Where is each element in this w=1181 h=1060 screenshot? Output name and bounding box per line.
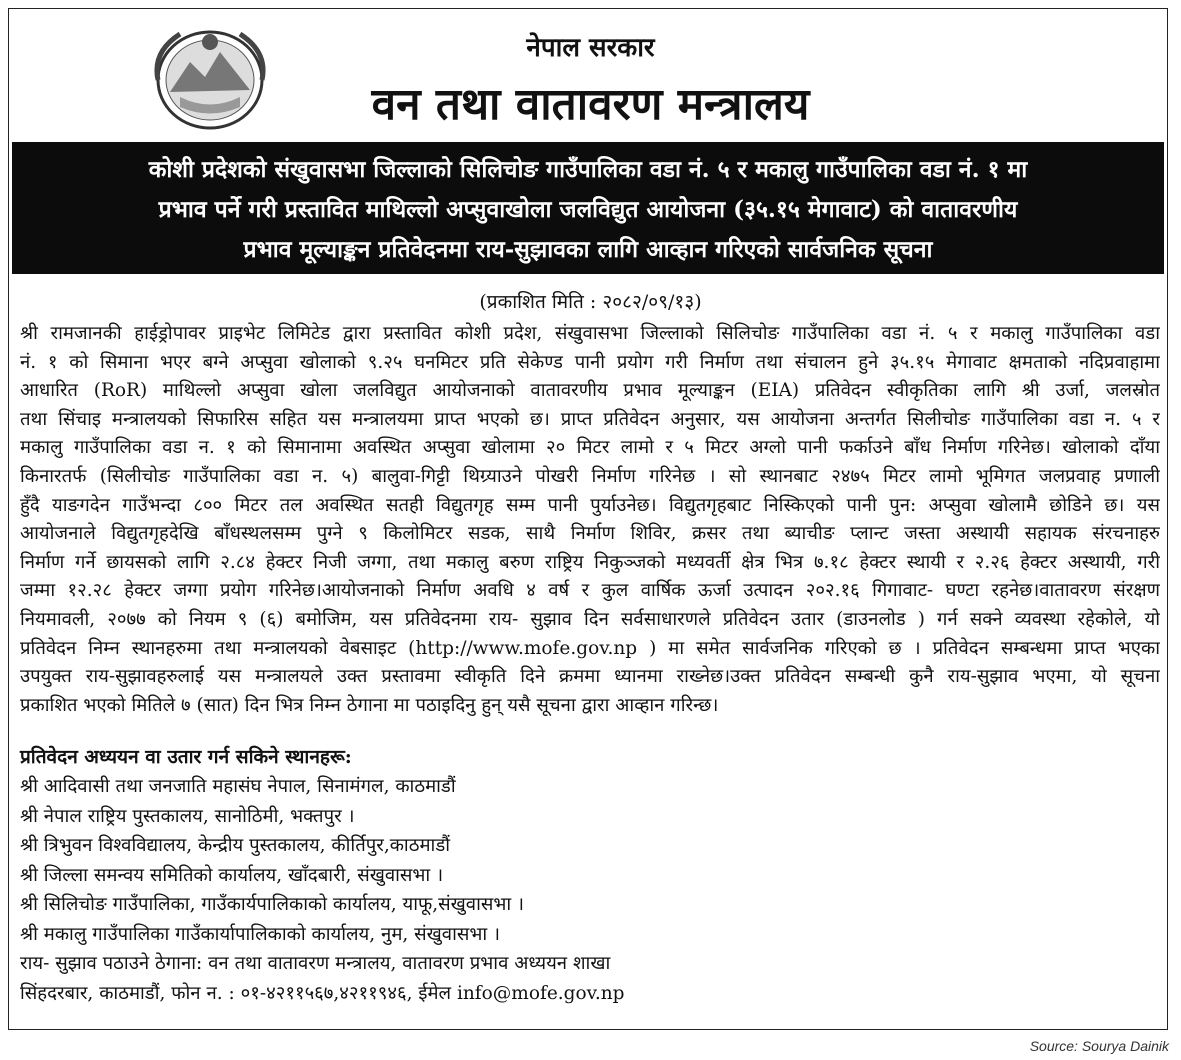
- report-locations: [20, 742, 920, 1008]
- body-line: हुँदै याङगदेन गाउँभन्दा ८०० मिटर तल अवस्थित सतही विद्युतगृह सम्म पानी पुर्याउनेछ। विद्युतगृहबाट निस्किएको पानी पुन: अप्सुवा खोलामै छोडिने छ। यस: [20, 494, 1160, 516]
- notice-title-line: प्रभाव मूल्याङ्कन प्रतिवेदनमा राय-सुझावका लागि आव्हान गरिएको सार्वजनिक सूचना: [243, 236, 933, 263]
- body-line: तथा सिंचाइ मन्त्रालयको सिफारिस सहित यस मन्त्रालयमा प्राप्त भएको छ। प्राप्त प्रतिवेदन अनुसार, यस आयोजना अन्तर्गत सिलीचोङ गाउँपालिका वडा न. ५ र: [20, 408, 1160, 430]
- body-line: मकालु गाउँपालिका वडा न. १ को सिमानामा अवस्थित अप्सुवा खोलामा २० मिटर लामो र ५ मिटर अग्लो पानी फर्काउने बाँध निर्माण गरिनेछ। खोलाको दाँया: [20, 437, 1160, 459]
- body-line: आधारित (RoR) माथिल्लो अप्सुवा खोला जलविद्युत आयोजनाको वातावरणीय प्रभाव मूल्याङ्कन (EIA) प्रतिवेदन स्वीकृतिका लागि श्री उर्जा, जलस्रोत: [20, 380, 1160, 402]
- body-line: निर्माण गर्ने छायसको लागि २.८४ हेक्टर निजी जग्गा, तथा मकालु बरुण राष्ट्रिय निकुञ्जको मध्यवर्ती क्षेत्र भित्र ७.१८ हेक्टर स्थायी र २.२६ हेक्टर अस्थायी, गरी: [20, 551, 1160, 573]
- body-line: प्रतिवेदन निम्न स्थानहरुमा तथा मन्त्रालयको वेबसाइट (http://www.mofe.gov.np ) मा समेत सार्वजनिक गरिएको छ । प्रतिवेदन सम्बन्धमा प्राप्त भएका: [20, 637, 1160, 659]
- notice-title-line: कोशी प्रदेशको संखुवासभा जिल्लाको सिलिचोङ गाउँपालिका वडा नं. ५ र मकालु गाउँपालिका वडा नं. १ मा: [148, 156, 1028, 183]
- locations-heading: प्रतिवेदन अध्ययन वा उतार गर्न सकिने स्थानहरू:: [20, 746, 352, 768]
- body-line: श्री रामजानकी हाईड्रोपावर प्राइभेट लिमिटेड द्वारा प्रस्तावित कोशी प्रदेश, संखुवासभा जिल्लाको सिलिचोङ गाउँपालिका वडा नं. ५ र मकालु गाउँपालिका वडा: [20, 323, 1160, 344]
- body-line: आयोजनाले विद्युतगृहदेखि बाँधस्थलसम्म पुग्ने ९ किलोमिटर सडक, साथै निर्माण शिविर, क्रसर तथा ब्याचीङ प्लान्ट जस्ता अस्थायी सहायक संरचनाहरु: [20, 523, 1160, 545]
- body-line: किनारतर्फ (सिलीचोङ गाउँपालिका वडा न. ५) बालुवा-गिट्टी थिग्र्याउने पोखरी निर्माण गरिनेछ । सो स्थानबाट २४७५ मिटर लामो भूमिगत जलप्रवाह प्रणाली: [20, 465, 1160, 487]
- notice-title-line: प्रभाव पर्ने गरी प्रस्तावित माथिल्लो अप्सुवाखोला जलविद्युत आयोजना (३५.१५ मेगावाट) को वातावरणीय: [158, 196, 1018, 223]
- government-label: नेपाल सरकार: [526, 33, 655, 63]
- body-line: नं. १ को सिमाना भएर बग्ने अप्सुवा खोलाको ९.२५ घनमिटर प्रति सेकेण्ड पानी प्रयोग गरी निर्माण तथा संचालन हुने ३५.१५ मेगावाट क्षमताको नदिप्रवाहामा: [20, 351, 1160, 373]
- published-date: (प्रकाशित मिति : २०८२/०९/१३): [479, 291, 702, 313]
- location-item: श्री आदिवासी तथा जनजाति महासंघ नेपाल, सिनामंगल, काठमाडौं: [20, 776, 456, 797]
- feedback-address: राय- सुझाव पठाउने ठेगाना: वन तथा वातावरण मन्त्रालय, वातावरण प्रभाव अध्ययन शाखा: [20, 953, 611, 974]
- body-line: प्रकाशित भएको मितिले ७ (सात) दिन भित्र निम्न ठेगाना मा पठाइदिनु हुन् यसै सूचना द्वारा आव्हान गरिन्छ।: [20, 694, 719, 716]
- notice-body: [20, 320, 1160, 720]
- location-item: श्री सिलिचोङ गाउँपालिका, गाउँकार्यपालिकाको कार्यालय, याफू,संखुवासभा ।: [20, 894, 525, 915]
- notice-title-band: [12, 142, 1164, 274]
- body-line: जम्मा १२.२८ हेक्टर जग्गा प्रयोग गरिनेछ।आयोजनाको निर्माण अवधि ४ वर्ष र कुल वार्षिक ऊर्जा उत्पादन २०२.१६ गिगावाट- घण्टा रहनेछ।वातावरण संरक्षण: [20, 580, 1160, 602]
- source-credit: Source: Sourya Dainik: [1029, 1038, 1169, 1054]
- location-item: श्री नेपाल राष्ट्रिय पुस्तकालय, सानोठिमी, भक्तपुर ।: [20, 805, 355, 827]
- contact-info: सिंहदरबार, काठमाडौं, फोन न. : ०१-४२११५६७,४२११९४६, ईमेल info@mofe.gov.np: [20, 982, 625, 1004]
- ministry-title: वन तथा वातावरण मन्त्रालय: [371, 79, 810, 130]
- body-line: नियमावली, २०७७ को नियम ९ (६) बमोजिम, यस प्रतिवेदनमा राय- सुझाव दिन सर्वसाधारणले प्रतिवेदन उतार (डाउनलोड ) गर्न सक्ने व्यवस्था रहेकोले, यो: [20, 608, 1160, 630]
- location-item: श्री जिल्ला समन्वय समितिको कार्यालय, खाँदबारी, संखुवासभा ।: [20, 864, 444, 886]
- location-item: श्री मकालु गाउँपालिका गाउँकार्यापालिकाको कार्यालय, नुम, संखुवासभा ।: [20, 923, 501, 945]
- body-line: उपयुक्त राय-सुझावहरुलाई यस मन्त्रालयले उक्त प्रस्तावमा स्वीकृति दिने क्रममा ध्यानमा राख्नेछ।उक्त प्रतिवेदन सम्बन्धी कुनै राय-सुझाव भएमा, यो सूचना: [20, 666, 1160, 688]
- location-item: श्री त्रिभुवन विश्वविद्यालय, केन्द्रीय पुस्तकालय, कीर्तिपुर,काठमाडौं: [20, 835, 451, 856]
